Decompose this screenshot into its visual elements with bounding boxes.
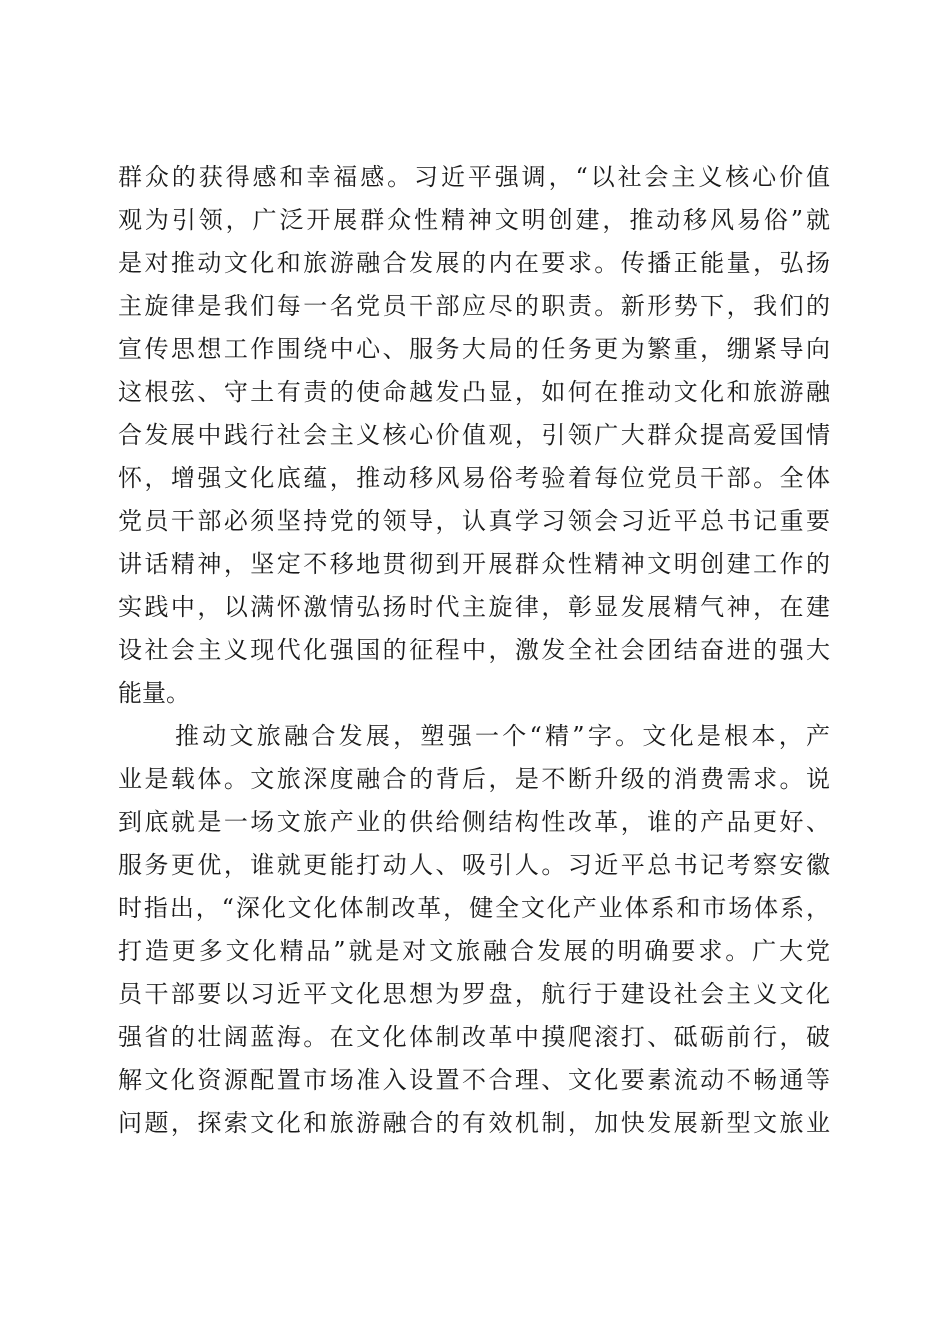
- text-line: 能量。: [118, 679, 190, 707]
- text-line: 服务更优，谁就更能打动人、吸引人。习近平总书记考察安徽: [118, 851, 830, 879]
- text-line: 员干部要以习近平文化思想为罗盘，航行于建设社会主义文化: [118, 980, 830, 1008]
- body-text: [118, 156, 830, 1145]
- text-line: 设社会主义现代化强国的征程中，激发全社会团结奋进的强大: [118, 636, 830, 664]
- text-line: 解文化资源配置市场准入设置不合理、文化要素流动不畅通等: [118, 1066, 830, 1094]
- text-line: 群众的获得感和幸福感。习近平强调，“以社会主义核心价值: [118, 163, 830, 191]
- text-line: 打造更多文化精品”就是对文旅融合发展的明确要求。广大党: [118, 937, 830, 965]
- text-line: 到底就是一场文旅产业的供给侧结构性改革，谁的产品更好、: [118, 808, 830, 836]
- text-line-indented: 推动文旅融合发展，塑强一个“精”字。文化是根本，产: [175, 722, 830, 750]
- text-line: 强省的壮阔蓝海。在文化体制改革中摸爬滚打、砥砺前行，破: [118, 1023, 830, 1051]
- text-line: 主旋律是我们每一名党员干部应尽的职责。新形势下，我们的: [118, 292, 830, 320]
- text-line: 业是载体。文旅深度融合的背后，是不断升级的消费需求。说: [118, 765, 830, 793]
- text-line: 实践中，以满怀激情弘扬时代主旋律，彰显发展精气神，在建: [118, 593, 830, 621]
- text-line: 是对推动文化和旅游融合发展的内在要求。传播正能量，弘扬: [118, 249, 830, 277]
- text-line: 讲话精神，坚定不移地贯彻到开展群众性精神文明创建工作的: [118, 550, 830, 578]
- text-line: 合发展中践行社会主义核心价值观，引领广大群众提高爱国情: [118, 421, 830, 449]
- text-line: 观为引领，广泛开展群众性精神文明创建，推动移风易俗”就: [118, 206, 830, 234]
- text-line: 怀，增强文化底蕴，推动移风易俗考验着每位党员干部。全体: [118, 464, 830, 492]
- text-line: 宣传思想工作围绕中心、服务大局的任务更为繁重，绷紧导向: [118, 335, 830, 363]
- text-line: 这根弦、守土有责的使命越发凸显，如何在推动文化和旅游融: [118, 378, 830, 406]
- text-line: 问题，探索文化和旅游融合的有效机制，加快发展新型文旅业: [118, 1109, 830, 1137]
- text-line: 时指出，“深化文化体制改革，健全文化产业体系和市场体系，: [118, 894, 830, 922]
- text-line: 党员干部必须坚持党的领导，认真学习领会习近平总书记重要: [118, 507, 830, 535]
